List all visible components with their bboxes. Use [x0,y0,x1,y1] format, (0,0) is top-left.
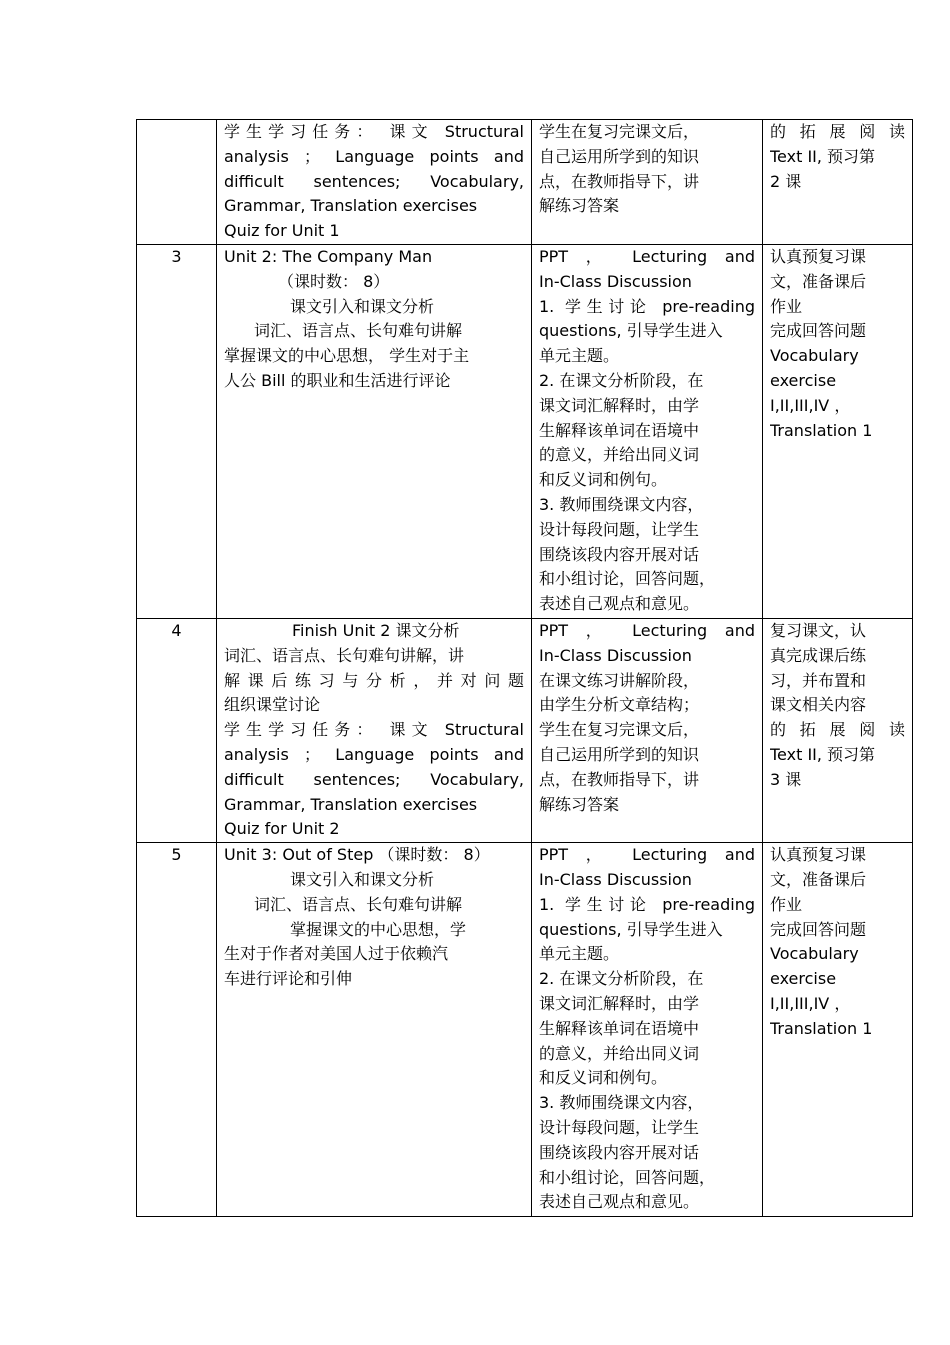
method-line: 单元主题。 [539,944,620,964]
content-line: 解课后练习与分析，并对问题 [224,670,524,690]
content-line: 车进行评论和引伸 [224,969,353,989]
method-line: 学生在复习完课文后， [539,122,700,141]
method-line: 点，在教师指导下，讲 [539,769,700,789]
homework-line: 完成回答问题 [770,321,867,341]
method-line: 解练习答案 [539,794,620,814]
homework-line: 认真预复习课 [770,845,867,865]
content-line: analysis ； Language points and [224,146,524,166]
content-line: Unit 3: Out of Step （课时数： 8） [224,845,490,865]
method-line: 由学生分析文章结构； [539,695,700,715]
homework-line: Text II, 预习第 [770,744,876,764]
lesson-number: 3 [137,244,217,618]
content-line: difficult sentences; Vocabulary, [224,769,524,789]
content-line: 课文引入和课文分析 [290,296,435,316]
content-line: Finish Unit 2 课文分析 [292,620,460,640]
homework-line: 的 拓 展 阅 读 [770,122,905,141]
homework-line: Text II, 预习第 [770,146,876,166]
content-line: Unit 2: The Company Man [224,246,433,266]
method-line: 围绕该段内容开展对话 [539,544,700,564]
content-line: Grammar, Translation exercises [224,196,478,216]
content-line: difficult sentences; Vocabulary, [224,171,524,191]
content-line: 组织课堂讨论 [224,695,321,715]
homework-cell [763,244,913,618]
content-line: 生对于作者对美国人过于依赖汽 [224,944,449,964]
teaching-method-cell [532,244,763,618]
homework-line: 完成回答问题 [770,919,867,939]
homework-line: 课文相关内容 [770,695,867,715]
homework-line: 作业 [770,296,803,316]
method-line: 在课文练习讲解阶段， [539,670,700,690]
lesson-number [137,120,217,245]
method-line: 1. 学生讨论 pre-reading [539,296,755,316]
method-line: 的意义，并给出同义词 [539,1043,700,1063]
homework-line: 作业 [770,894,803,914]
teaching-content-cell [217,843,532,1217]
teaching-content-cell [217,244,532,618]
homework-line: Translation 1 [770,1018,873,1038]
method-line: In-Class Discussion [539,869,692,889]
method-line: 3. 教师围绕课文内容， [539,1093,704,1113]
method-line: 生解释该单词在语境中 [539,1018,700,1038]
method-line: PPT ， Lecturing and [539,620,755,640]
homework-cell [763,120,913,245]
content-line: Quiz for Unit 1 [224,221,340,241]
content-line: 学生学习任务： 课文 Structural [224,122,524,141]
method-line: 设计每段问题，让学生 [539,1117,700,1137]
content-line: （课时数： 8） [278,271,390,291]
method-line: PPT ， Lecturing and [539,845,755,865]
homework-line: 3 课 [770,769,802,789]
method-line: PPT ， Lecturing and [539,246,755,266]
table-row [137,120,913,245]
content-line: 学生学习任务： 课文 Structural [224,720,524,740]
table-row [137,244,913,618]
table-row [137,618,913,842]
method-line: In-Class Discussion [539,645,692,665]
content-line: analysis ； Language points and [224,744,524,764]
homework-line: 复习课文，认 [770,620,867,640]
homework-line: 习，并布置和 [770,670,867,690]
method-line: 点，在教师指导下，讲 [539,171,700,191]
homework-line: exercise [770,370,837,390]
method-line: 和小组讨论，回答问题， [539,569,716,589]
content-line: 词汇、语言点、长句难句讲解 [254,321,463,341]
teaching-method-cell [532,120,763,245]
homework-cell [763,843,913,1217]
lesson-number: 4 [137,618,217,842]
homework-line: Vocabulary [770,346,859,366]
method-line: 的意义，并给出同义词 [539,445,700,465]
content-line: Grammar, Translation exercises [224,794,478,814]
homework-cell [763,618,913,842]
method-line: 1. 学生讨论 pre-reading [539,894,755,914]
content-line: 词汇、语言点、长句难句讲解，讲 [224,645,465,665]
teaching-content-cell [217,120,532,245]
content-line: 词汇、语言点、长句难句讲解 [254,894,463,914]
lesson-number: 5 [137,843,217,1217]
method-line: 设计每段问题，让学生 [539,519,700,539]
teaching-method-cell [532,618,763,842]
method-line: 课文词汇解释时，由学 [539,395,700,415]
content-line: 掌握课文的中心思想， 学生对于主 [224,346,470,366]
method-line: 解练习答案 [539,196,620,216]
method-line: 和反义词和例句。 [539,470,668,490]
method-line: In-Class Discussion [539,271,692,291]
method-line: 围绕该段内容开展对话 [539,1142,700,1162]
method-line: 自己运用所学到的知识 [539,146,700,166]
method-line: 表述自己观点和意见。 [539,1192,700,1212]
method-line: 2. 在课文分析阶段，在 [539,370,704,390]
homework-line: I,II,III,IV ， [770,395,851,415]
method-line: 学生在复习完课文后， [539,720,700,740]
method-line: 和小组讨论，回答问题， [539,1167,716,1187]
method-line: questions, 引导学生进入 [539,321,723,341]
homework-line: I,II,III,IV ， [770,993,851,1013]
teaching-method-cell [532,843,763,1217]
method-line: 2. 在课文分析阶段，在 [539,969,704,989]
homework-line: 文，准备课后 [770,271,867,291]
homework-line: exercise [770,969,837,989]
method-line: 3. 教师围绕课文内容， [539,494,704,514]
homework-line: 的 拓 展 阅 读 [770,720,905,740]
content-line: 人公 Bill 的职业和生活进行评论 [224,370,451,390]
method-line: 课文词汇解释时，由学 [539,993,700,1013]
content-line: Quiz for Unit 2 [224,819,340,839]
lesson-plan-table [136,119,913,1217]
method-line: 自己运用所学到的知识 [539,744,700,764]
method-line: questions, 引导学生进入 [539,919,723,939]
content-line: 掌握课文的中心思想，学 [290,919,467,939]
method-line: 单元主题。 [539,346,620,366]
homework-line: 认真预复习课 [770,246,867,266]
method-line: 生解释该单词在语境中 [539,420,700,440]
method-line: 和反义词和例句。 [539,1068,668,1088]
table-row [137,843,913,1217]
homework-line: Vocabulary [770,944,859,964]
content-line: 课文引入和课文分析 [290,869,435,889]
method-line: 表述自己观点和意见。 [539,594,700,614]
homework-line: 2 课 [770,171,802,191]
homework-line: 真完成课后练 [770,645,867,665]
homework-line: 文，准备课后 [770,869,867,889]
teaching-content-cell [217,618,532,842]
homework-line: Translation 1 [770,420,873,440]
